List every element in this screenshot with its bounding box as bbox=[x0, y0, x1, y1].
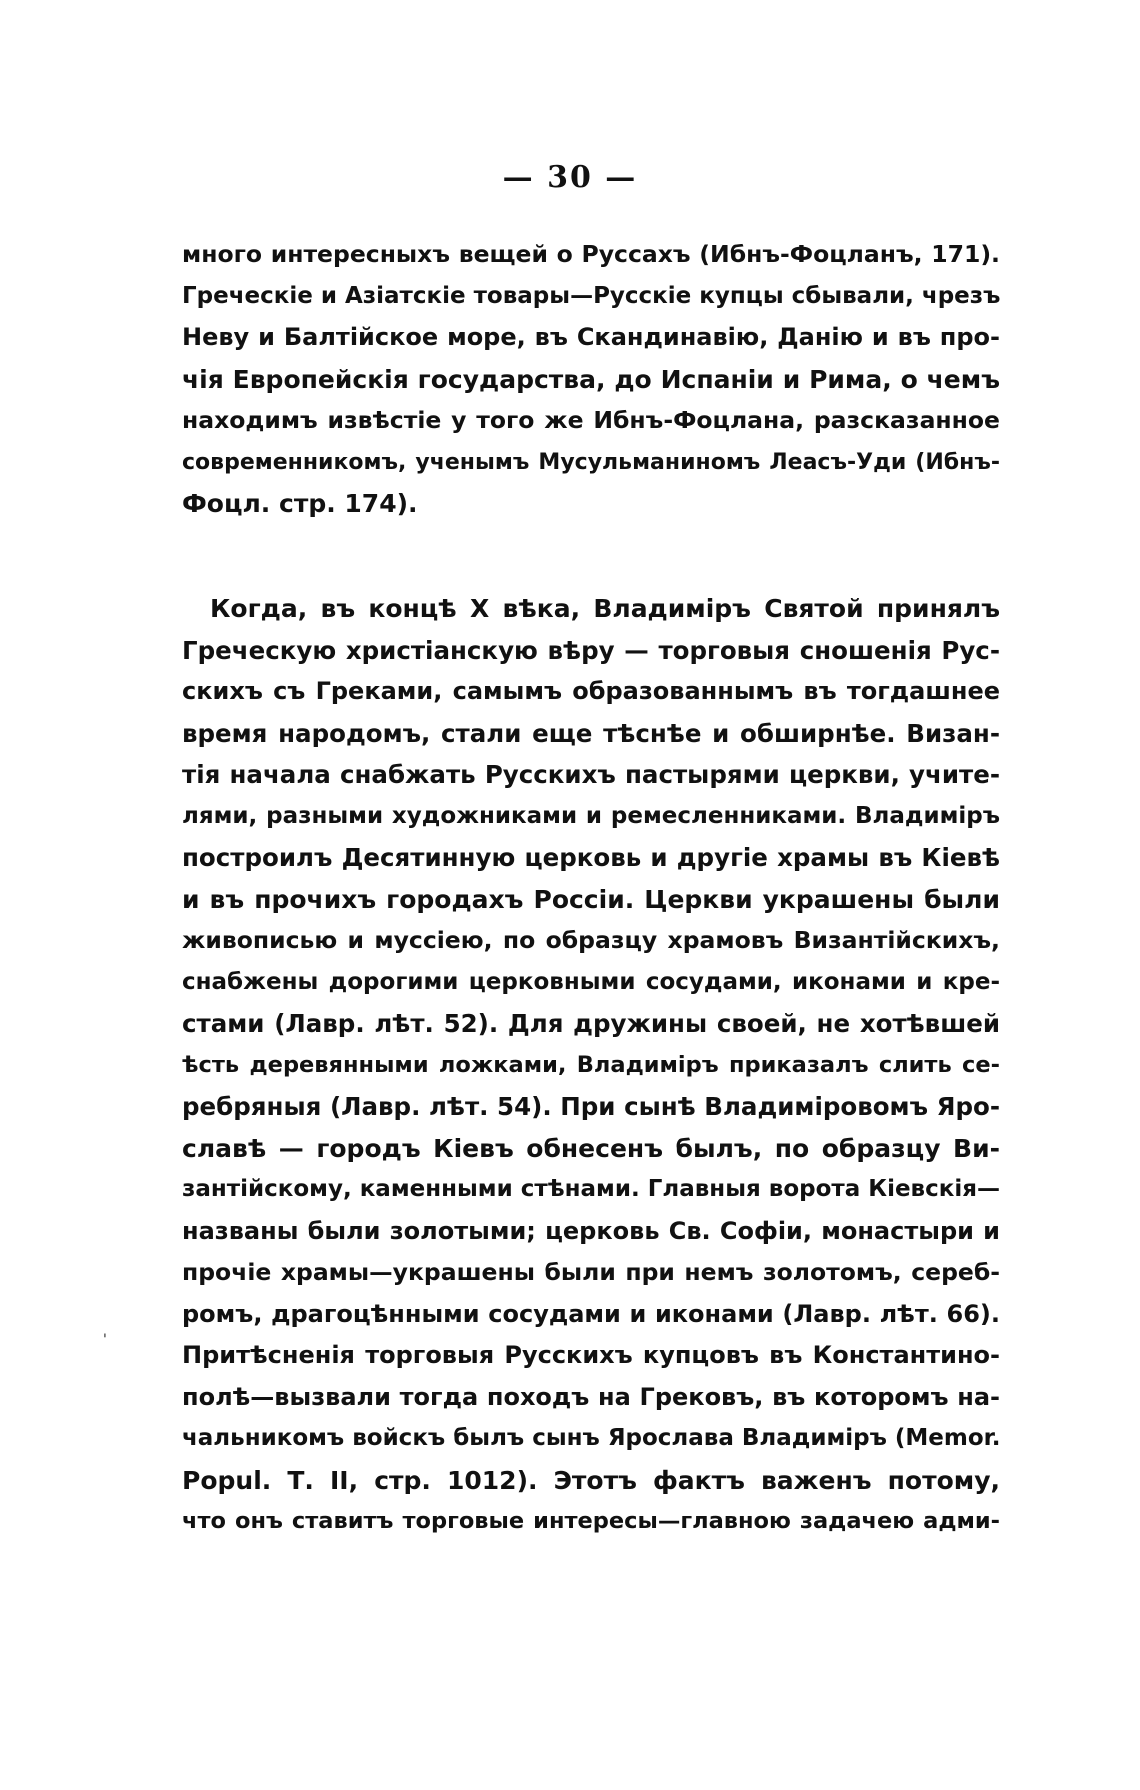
text-line: зантійскому, каменными стѣнами. Главныя ворота Кіевскія— bbox=[182, 1176, 1000, 1202]
text-line: построилъ Десятинную церковь и другіе храмы въ Кіевѣ bbox=[182, 843, 1000, 872]
text-line: снабжены дорогими церковными сосудами, иконами и кре- bbox=[182, 968, 1000, 995]
text-line: названы были золотыми; церковь Св. Софіи, монастыри и bbox=[182, 1216, 1000, 1245]
text-line: и въ прочихъ городахъ Россіи. Церкви украшены были bbox=[182, 884, 1000, 914]
text-line: чія Европейскія государства, до Испаніи и Рима, о чемъ bbox=[182, 364, 1000, 394]
text-line: лями, разными художниками и ремесленниками. Владиміръ bbox=[182, 802, 1000, 829]
page-number: — 30 — bbox=[502, 160, 638, 195]
text-line: живописью и муссіею, по образцу храмовъ Византійскихъ, bbox=[182, 926, 1000, 954]
text-line: Когда, въ концѣ X вѣка, Владиміръ Святой принялъ bbox=[210, 594, 1000, 623]
text-line: что онъ ставитъ торговые интересы—главною задачею адми- bbox=[182, 1508, 1000, 1534]
text-line: Popul. Т. II, стр. 1012). Этотъ фактъ важенъ потому, bbox=[182, 1465, 1000, 1495]
margin-mark: ' bbox=[103, 1332, 107, 1348]
text-line: Греческую христіанскую вѣру — торговыя сношенія Рус- bbox=[182, 635, 1000, 665]
text-line: тія начала снабжать Русскихъ пастырями церкви, учите- bbox=[182, 760, 1000, 789]
text-line: полѣ—вызвали тогда походъ на Грековъ, въ которомъ на- bbox=[182, 1382, 1000, 1411]
text-line: славѣ — городъ Кіевъ обнесенъ былъ, по образцу Ви- bbox=[182, 1133, 1000, 1163]
text-line: чальникомъ войскъ былъ сынъ Ярослава Владиміръ (Memor. bbox=[182, 1425, 1000, 1451]
text-line: находимъ извѣстіе у того же Ибнъ-Фоцлана, разсказанное bbox=[182, 406, 1000, 434]
text-line: скихъ съ Греками, самымъ образованнымъ въ тогдашнее bbox=[182, 677, 1000, 705]
text-line: Притѣсненія торговыя Русскихъ купцовъ въ Константино- bbox=[182, 1341, 1000, 1369]
text-line: ребряныя (Лавр. лѣт. 54). При сынѣ Владиміровомъ Яро- bbox=[182, 1092, 1000, 1121]
text-line: Неву и Балтійское море, въ Скандинавію, Данію и въ про- bbox=[182, 323, 1000, 351]
text-line: стами (Лавр. лѣт. 52). Для дружины своей, не хотѣвшей bbox=[182, 1009, 1000, 1038]
text-line: ѣсть деревянными ложками, Владиміръ приказалъ слить се- bbox=[182, 1051, 1000, 1078]
text-line: Фоцл. стр. 174). bbox=[182, 489, 418, 518]
text-line: ромъ, драгоцѣнными сосудами и иконами (Лавр. лѣт. 66). bbox=[182, 1299, 1000, 1328]
text-line: время народомъ, стали еще тѣснѣе и обширнѣе. Визан- bbox=[182, 718, 1000, 748]
text-line: много интересныхъ вещей о Руссахъ (Ибнъ-Фоцланъ, 171). bbox=[182, 240, 1000, 268]
text-line: современникомъ, ученымъ Мусульманиномъ Леасъ-Уди (Ибнъ- bbox=[182, 449, 1000, 475]
paragraph-1 bbox=[182, 234, 1000, 525]
paragraph-2 bbox=[182, 588, 1000, 1543]
text-line: Греческіе и Азіатскіе товары—Русскіе купцы сбывали, чрезъ bbox=[182, 282, 1000, 309]
text-line: прочіе храмы—украшены были при немъ золотомъ, сереб- bbox=[182, 1258, 1000, 1286]
